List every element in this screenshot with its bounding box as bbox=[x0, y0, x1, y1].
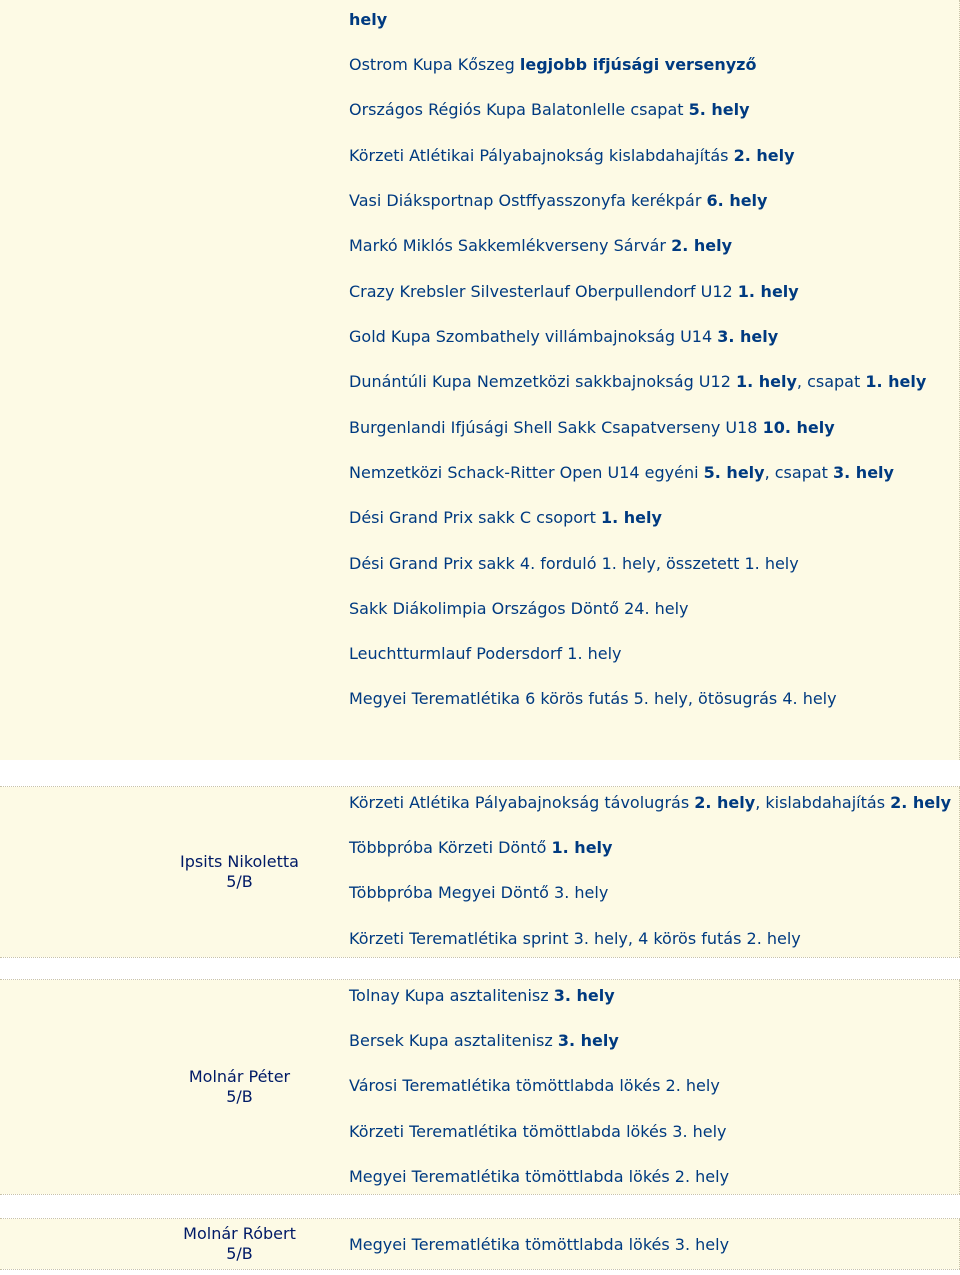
achievement-line bbox=[349, 236, 732, 256]
achievement-text: Megyei Terematlétika tömöttlabda lökés 3. hely bbox=[349, 1235, 730, 1254]
student-row bbox=[0, 979, 960, 1195]
achievement-line bbox=[349, 10, 387, 30]
result-placement: 1. hely bbox=[735, 372, 797, 391]
achievement-line bbox=[349, 55, 756, 75]
achievement-line bbox=[349, 463, 894, 483]
student-class: 5/B bbox=[226, 1244, 253, 1263]
index-cell bbox=[0, 1219, 137, 1269]
result-placement: hely bbox=[349, 10, 388, 29]
achievement-text: Körzeti Terematlétika sprint 3. hely, 4 körös futás 2. hely bbox=[349, 929, 801, 948]
student-name-cell bbox=[136, 1219, 343, 1269]
result-placement: 5. hely bbox=[703, 463, 765, 482]
achievement-text: , csapat bbox=[796, 372, 866, 391]
achievement-line bbox=[349, 146, 795, 166]
achievement-line bbox=[349, 1235, 729, 1255]
student-name: Molnár Péter bbox=[188, 1067, 291, 1086]
student-row bbox=[0, 1218, 960, 1270]
student-name: Ipsits Nikoletta bbox=[180, 852, 299, 871]
achievement-text: Körzeti Atlétikai Pályabajnokság kislabdahajítás bbox=[349, 146, 734, 165]
achievement-line bbox=[349, 986, 615, 1006]
result-placement: 3. hely bbox=[553, 986, 615, 1005]
achievement-text: Ostrom Kupa Kőszeg bbox=[349, 55, 520, 74]
achievement-line bbox=[349, 508, 662, 528]
achievement-line bbox=[349, 793, 951, 813]
achievement-line bbox=[349, 1122, 727, 1142]
achievement-text: Gold Kupa Szombathely villámbajnokság U14 bbox=[349, 327, 718, 346]
achievement-text: Megyei Terematlétika 6 körös futás 5. hely, ötösugrás 4. hely bbox=[349, 689, 837, 708]
index-cell bbox=[0, 0, 137, 760]
student-name-cell bbox=[136, 787, 343, 957]
achievement-line bbox=[349, 100, 750, 120]
result-placement: 1. hely bbox=[600, 508, 662, 527]
student-class: 5/B bbox=[226, 872, 253, 891]
achievement-line bbox=[349, 644, 622, 664]
achievement-line bbox=[349, 191, 767, 211]
achievement-text: Városi Terematlétika tömöttlabda lökés 2. hely bbox=[349, 1076, 720, 1095]
student-class: 5/B bbox=[226, 1087, 253, 1106]
achievement-text: Burgenlandi Ifjúsági Shell Sakk Csapatverseny U18 bbox=[349, 418, 763, 437]
achievement-line bbox=[349, 1076, 720, 1096]
achievement-text: Többpróba Körzeti Döntő bbox=[349, 838, 552, 857]
student-name-cell bbox=[136, 980, 343, 1194]
achievement-text: Markó Miklós Sakkemlékverseny Sárvár bbox=[349, 236, 672, 255]
achievement-text: Tolnay Kupa asztalitenisz bbox=[349, 986, 554, 1005]
name-cell-empty bbox=[136, 0, 344, 760]
achievement-line bbox=[349, 929, 801, 949]
achievement-line bbox=[349, 372, 926, 392]
student-row bbox=[0, 786, 960, 958]
result-placement: 2. hely bbox=[671, 236, 733, 255]
achievement-text: Dunántúli Kupa Nemzetközi sakkbajnokság U12 bbox=[349, 372, 736, 391]
achievement-line bbox=[349, 883, 608, 903]
achievement-text: Többpróba Megyei Döntő 3. hely bbox=[349, 883, 609, 902]
result-placement: 1. hely bbox=[737, 282, 799, 301]
result-placement: 3. hely bbox=[557, 1031, 619, 1050]
result-placement: 3. hely bbox=[717, 327, 779, 346]
result-placement: 1. hely bbox=[551, 838, 613, 857]
achievement-text: Bersek Kupa asztalitenisz bbox=[349, 1031, 558, 1050]
result-placement: 1. hely bbox=[865, 372, 927, 391]
achievement-line bbox=[349, 554, 799, 574]
achievement-text: Körzeti Atlétika Pályabajnokság távolugrás bbox=[349, 793, 695, 812]
result-placement: legjobb ifjúsági versenyző bbox=[519, 55, 757, 74]
achievement-text: Dési Grand Prix sakk 4. forduló 1. hely, összetett 1. hely bbox=[349, 554, 799, 573]
result-placement: 2. hely bbox=[733, 146, 795, 165]
result-placement: 6. hely bbox=[706, 191, 768, 210]
achievement-line bbox=[349, 599, 689, 619]
achievement-line bbox=[349, 1031, 619, 1051]
index-cell bbox=[0, 980, 137, 1194]
achievement-text: Vasi Diáksportnap Ostffyasszonyfa kerékpár bbox=[349, 191, 707, 210]
achievement-text: , csapat bbox=[764, 463, 834, 482]
achievement-text: Leuchtturmlauf Podersdorf 1. hely bbox=[349, 644, 622, 663]
index-cell bbox=[0, 787, 137, 957]
result-placement: 2. hely bbox=[890, 793, 952, 812]
achievement-line bbox=[349, 689, 837, 709]
achievement-line bbox=[349, 327, 778, 347]
achievement-text: Körzeti Terematlétika tömöttlabda lökés 3. hely bbox=[349, 1122, 727, 1141]
achievement-text: Sakk Diákolimpia Országos Döntő 24. hely bbox=[349, 599, 689, 618]
result-placement: 10. hely bbox=[762, 418, 835, 437]
achievement-text: Megyei Terematlétika tömöttlabda lökés 2. hely bbox=[349, 1167, 730, 1186]
achievement-text: Crazy Krebsler Silvesterlauf Oberpullendorf U12 bbox=[349, 282, 738, 301]
student-name: Molnár Róbert bbox=[183, 1224, 296, 1243]
result-placement: 5. hely bbox=[688, 100, 750, 119]
result-placement: 3. hely bbox=[833, 463, 894, 482]
achievement-line bbox=[349, 1167, 729, 1187]
achievement-line bbox=[349, 838, 612, 858]
achievement-text: Országos Régiós Kupa Balatonlelle csapat bbox=[349, 100, 689, 119]
achievement-line bbox=[349, 282, 799, 302]
achievement-text: Nemzetközi Schack-Ritter Open U14 egyéni bbox=[349, 463, 704, 482]
achievement-text: Dési Grand Prix sakk C csoport bbox=[349, 508, 601, 527]
achievement-line bbox=[349, 418, 835, 438]
result-placement: 2. hely bbox=[694, 793, 756, 812]
achievement-text: , kislabdahajítás bbox=[755, 793, 891, 812]
